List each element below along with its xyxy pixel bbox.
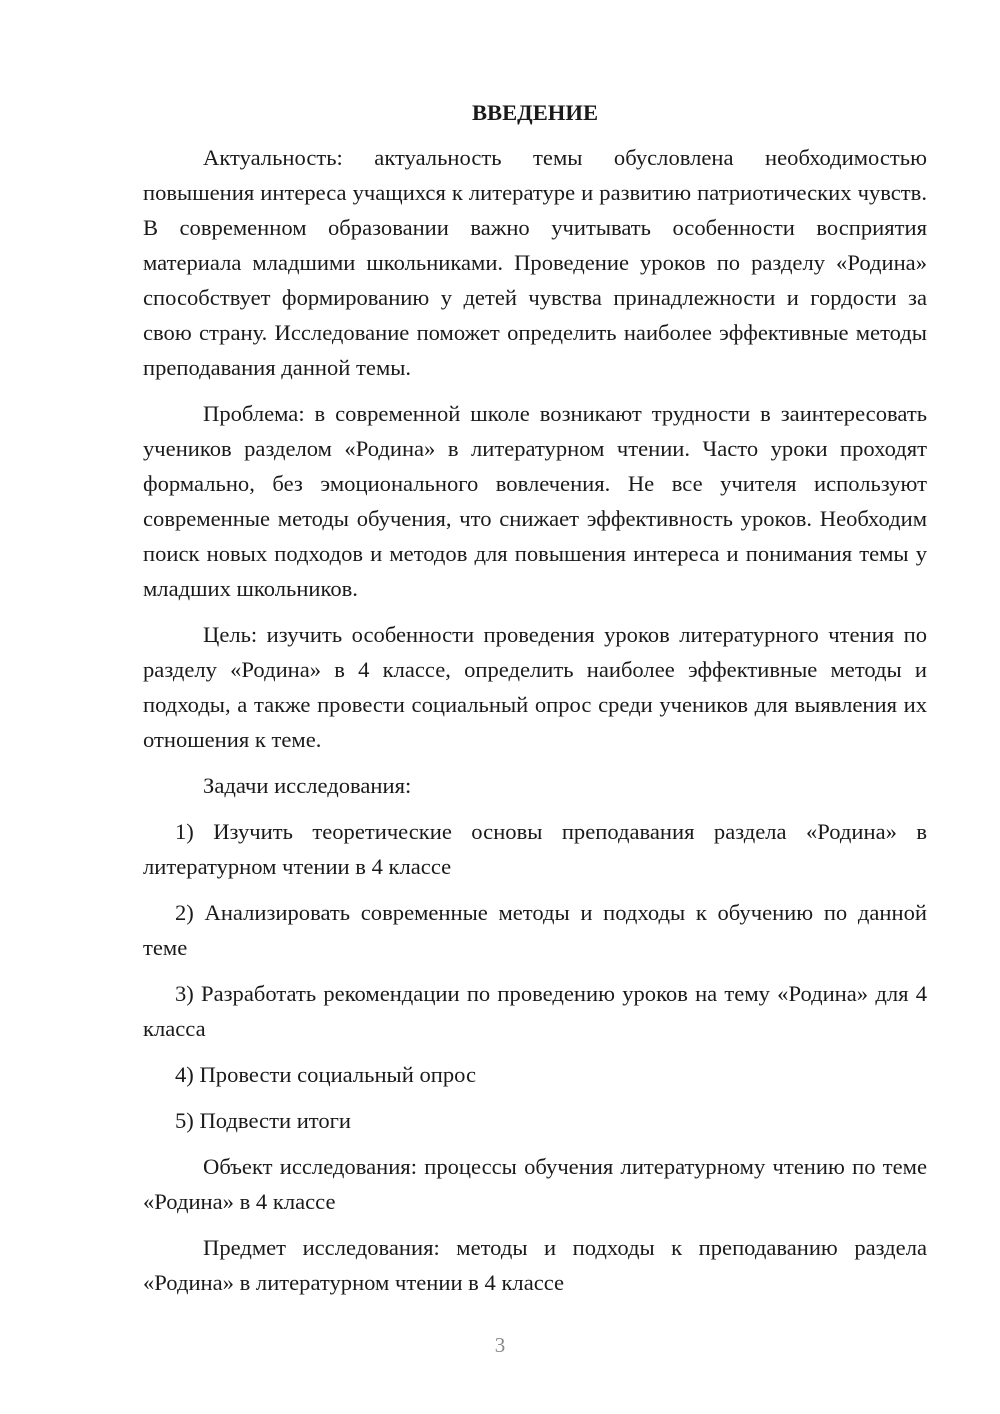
task-item-2: 2) Анализировать современные методы и подходы к обучению по данной теме: [143, 900, 927, 960]
page-number: 3: [494, 1333, 506, 1357]
research-subject-paragraph: Предмет исследования: методы и подходы к преподаванию раздела «Родина» в литературном чтении в 4 классе: [143, 1235, 927, 1295]
task-item-1: 1) Изучить теоретические основы преподавания раздела «Родина» в литературном чтении в 4 классе: [143, 819, 927, 879]
tasks-heading: Задачи исследования:: [203, 773, 412, 798]
section-heading: ВВЕДЕНИЕ: [471, 100, 599, 125]
research-object-paragraph: Объект исследования: процессы обучения литературному чтению по теме «Родина» в 4 классе: [143, 1154, 927, 1214]
task-item-5: 5) Подвести итоги: [175, 1108, 352, 1133]
goal-paragraph: Цель: изучить особенности проведения уроков литературного чтения по разделу «Родина» в 4 классе, определить наиболее эффективные методы и подходы, а также провести социальный опрос среди учеников для выявления их отношения к теме.: [143, 622, 927, 752]
task-item-3: 3) Разработать рекомендации по проведению уроков на тему «Родина» для 4 класса: [143, 981, 927, 1041]
relevance-paragraph: Актуальность: актуальность темы обусловлена необходимостью повышения интереса учащихся к литературе и развитию патриотических чувств. В современном образовании важно учитывать особенности восприятия материала младшими школьниками. Проведение уроков по разделу «Родина» способствует формированию у детей чувства принадлежности и гордости за свою страну. Исследование поможет определить наиболее эффективные методы преподавания данной темы.: [143, 145, 927, 380]
task-item-4: 4) Провести социальный опрос: [175, 1062, 477, 1087]
problem-paragraph: Проблема: в современной школе возникают трудности в заинтересовать учеников разделом «Родина» в литературном чтении. Часто уроки проходят формально, без эмоционального вовлечения. Не все учителя используют современные методы обучения, что снижает эффективность уроков. Необходим поиск новых подходов и методов для повышения интереса и понимания темы у младших школьников.: [143, 401, 927, 601]
document-page: [143, 95, 927, 1311]
